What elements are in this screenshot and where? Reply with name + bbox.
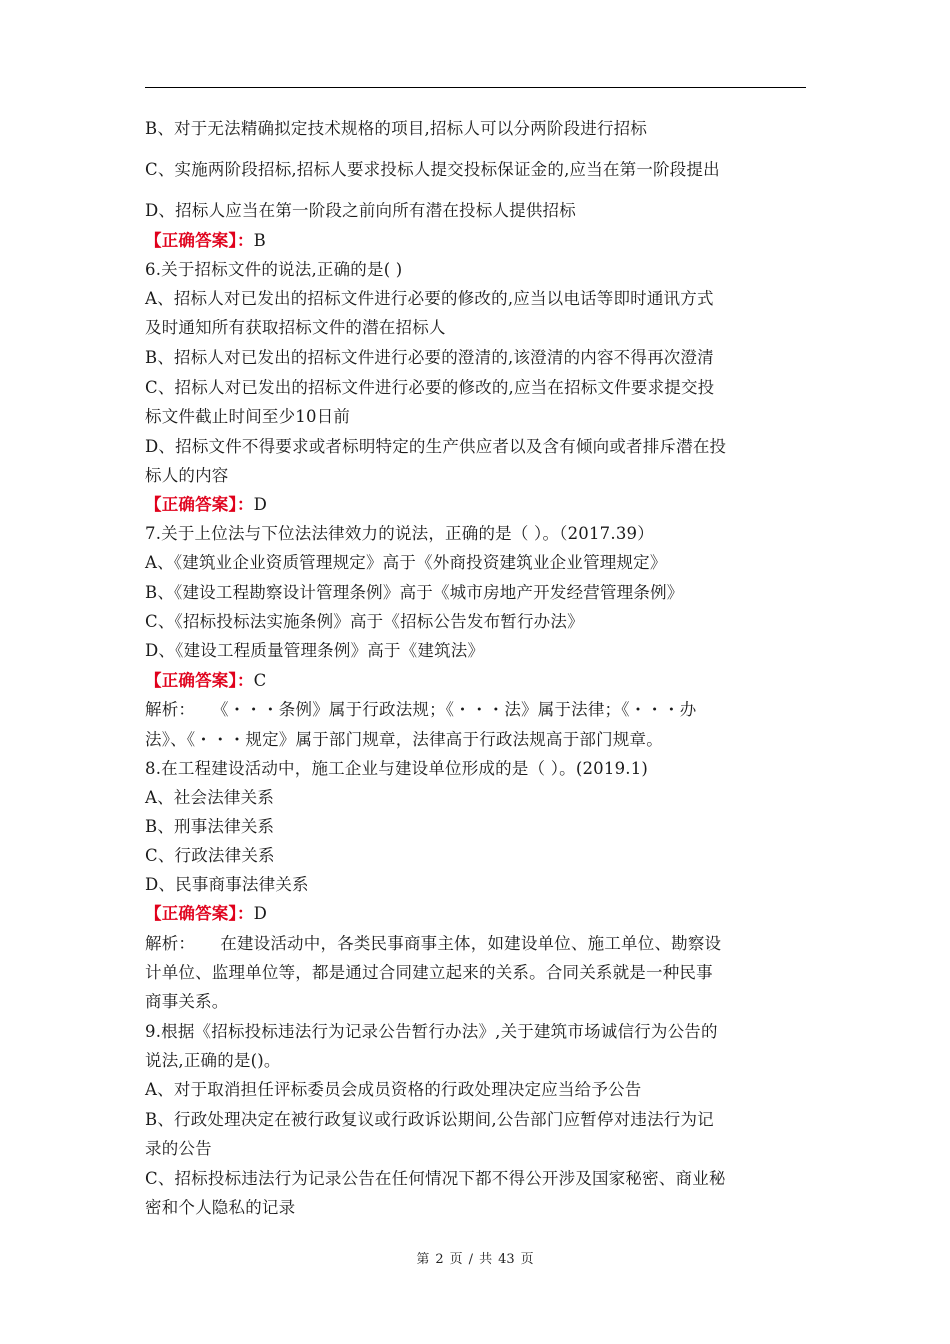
text-line: B、招标人对已发出的招标文件进行必要的澄清的,该澄清的内容不得再次澄清 [145,348,714,367]
text-line: 说法,正确的是()。 [145,1051,281,1070]
header-rule [145,87,806,88]
answer-value: D [253,495,268,514]
page-footer [0,1248,950,1267]
footer-current-page: 2 [435,1252,444,1267]
question-title: 8.在工程建设活动中，施工企业与建设单位形成的是（ ）。(2019.1) [145,759,649,778]
footer-total-pages: 43 [498,1252,515,1267]
answer-value: C [253,671,267,690]
text-line: A、对于取消担任评标委员会成员资格的行政处理决定应当给予公告 [145,1080,642,1099]
analysis-line: 解析： 《・・・条例》属于行政法规；《・・・法》属于法律；《・・・办 [145,700,697,719]
text-line: A、招标人对已发出的招标文件进行必要的修改的,应当以电话等即时通讯方式 [145,289,714,308]
answer-line [145,231,266,251]
answer-value: D [253,904,268,923]
text-line: C、实施两阶段招标,招标人要求投标人提交投标保证金的,应当在第一阶段提出 [145,160,720,179]
footer-page-word-2: 页 [520,1252,534,1267]
question-title: 9.根据《招标投标违法行为记录公告暂行办法》,关于建筑市场诚信行为公告的 [145,1022,718,1041]
text-line: D、民事商事法律关系 [145,875,309,894]
text-line: 密和个人隐私的记录 [145,1198,296,1217]
text-line: C、招标人对已发出的招标文件进行必要的修改的,应当在招标文件要求提交投 [145,378,715,397]
question-title: 6.关于招标文件的说法,正确的是( ) [145,260,403,279]
text-line: 录的公告 [145,1139,212,1158]
answer-line [145,904,267,924]
footer-total-word: 共 [479,1252,493,1267]
text-line: A、社会法律关系 [145,788,275,807]
answer-label: 【正确答案】： [145,904,254,923]
footer-page-word: 页 [449,1252,463,1267]
answer-label: 【正确答案】： [145,231,254,250]
analysis-line: 计单位、监理单位等，都是通过合同建立起来的关系。合同关系就是一种民事 [145,963,713,982]
text-line: C、招标投标违法行为记录公告在任何情况下都不得公开涉及国家秘密、商业秘 [145,1169,726,1188]
answer-label: 【正确答案】： [145,671,254,690]
answer-value: B [253,231,266,250]
text-line: 标文件截止时间至少10日前 [145,407,351,426]
text-line: B、对于无法精确拟定技术规格的项目,招标人可以分两阶段进行招标 [145,119,648,138]
answer-line [145,671,266,691]
question-title: 7.关于上位法与下位法法律效力的说法，正确的是（ ）。（2017.39） [145,524,654,543]
text-line: D、招标文件不得要求或者标明特定的生产供应者以及含有倾向或者排斥潜在投 [145,437,727,456]
answer-label: 【正确答案】： [145,495,254,514]
analysis-line: 解析： 在建设活动中，各类民事商事主体，如建设单位、施工单位、勘察设 [145,934,722,953]
text-line: 标人的内容 [145,466,229,485]
text-line: D、招标人应当在第一阶段之前向所有潜在投标人提供招标 [145,201,576,220]
analysis-line: 法》、《・・・规定》属于部门规章，法律高于行政法规高于部门规章。 [145,730,663,749]
text-line: C、《招标投标法实施条例》高于《招标公告发布暂行办法》 [145,612,584,631]
text-line: B、《建设工程勘察设计管理条例》高于《城市房地产开发经营管理条例》 [145,583,684,602]
text-line: A、《建筑业企业资质管理规定》高于《外商投资建筑业企业管理规定》 [145,553,667,572]
text-line: B、刑事法律关系 [145,817,275,836]
footer-separator: / [468,1252,474,1267]
answer-line [145,495,267,515]
analysis-line: 商事关系。 [145,992,229,1011]
footer-prefix: 第 [416,1252,430,1267]
text-line: C、行政法律关系 [145,846,275,865]
text-line: D、《建设工程质量管理条例》高于《建筑法》 [145,641,485,660]
text-line: 及时通知所有获取招标文件的潜在招标人 [145,318,446,337]
text-line: B、行政处理决定在被行政复议或行政诉讼期间,公告部门应暂停对违法行为记 [145,1110,714,1129]
